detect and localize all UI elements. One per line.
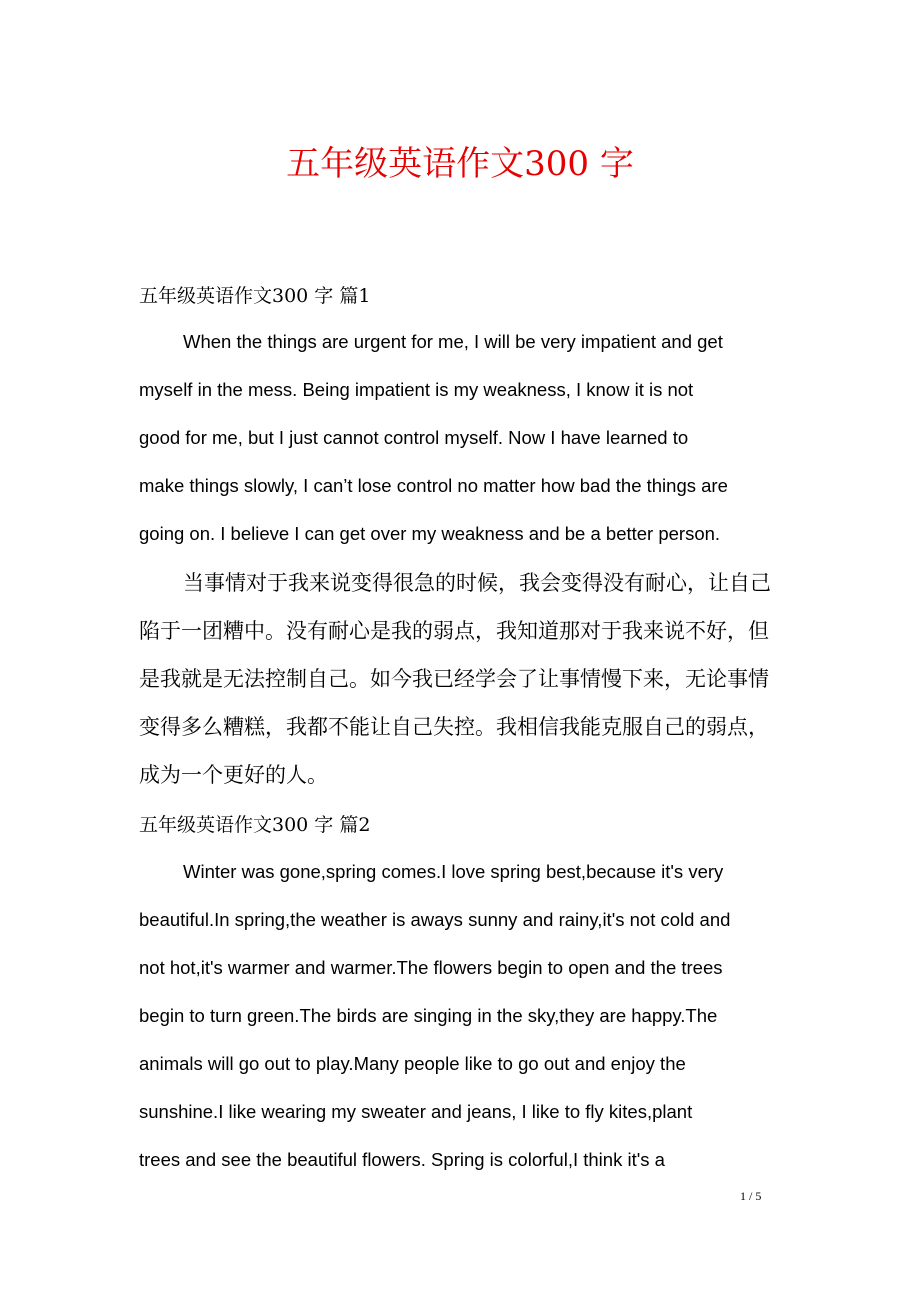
paragraph-line: When the things are urgent for me, I will be very impatient and get (183, 331, 723, 352)
chinese-paragraph-line: 当事情对于我来说变得很急的时候，我会变得没有耐心，让自己 (183, 571, 771, 595)
paragraph-line: myself in the mess. Being impatient is my weakness, I know it is not (139, 379, 694, 400)
paragraph-line: sunshine.I like wearing my sweater and jeans, I like to fly kites,plant (139, 1101, 693, 1122)
chinese-paragraph-line: 变得多么糟糕，我都不能让自己失控。我相信我能克服自己的弱点， (139, 715, 769, 739)
paragraph-line: good for me, but I just cannot control myself. Now I have learned to (139, 427, 689, 448)
paragraph-line: animals will go out to play.Many people like to go out and enjoy the (139, 1053, 686, 1074)
paragraph-line: beautiful.In spring,the weather is aways sunny and rainy,it's not cold and (139, 909, 731, 930)
paragraph-line: begin to turn green.The birds are singing in the sky,they are happy.The (139, 1005, 718, 1026)
paragraph-line: trees and see the beautiful flowers. Spring is colorful,I think it's a (139, 1149, 665, 1170)
paragraph-line: make things slowly, I can’t lose control no matter how bad the things are (139, 475, 728, 496)
document-title: 五年级英语作文300 字 (286, 144, 634, 184)
chinese-paragraph-line: 是我就是无法控制自己。如今我已经学会了让事情慢下来，无论事情 (139, 667, 769, 691)
page-number: 1 / 5 (740, 1189, 762, 1203)
paragraph-line: not hot,it's warmer and warmer.The flowers begin to open and the trees (139, 957, 723, 978)
section-heading-1: 五年级英语作文300 字 篇1 (139, 285, 371, 307)
paragraph-line: going on. I believe I can get over my weakness and be a better person. (139, 523, 721, 544)
paragraph-line: Winter was gone,spring comes.I love spring best,because it's very (183, 861, 724, 882)
chinese-paragraph-line: 成为一个更好的人。 (139, 763, 328, 787)
chinese-paragraph-line: 陷于一团糟中。没有耐心是我的弱点，我知道那对于我来说不好，但 (139, 619, 769, 643)
section-heading-2: 五年级英语作文300 字 篇2 (139, 814, 371, 836)
